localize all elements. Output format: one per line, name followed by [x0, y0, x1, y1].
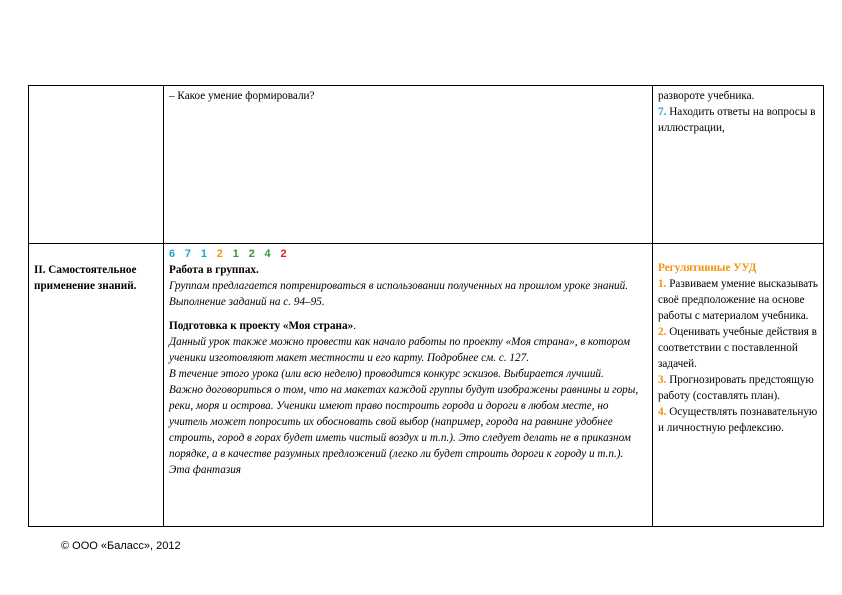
question-text: – Какое умение формировали? — [169, 90, 315, 102]
project-heading-dot: . — [353, 320, 356, 332]
uud-item-number: 4. — [658, 406, 667, 418]
project-heading-text: Подготовка к проекту «Моя страна» — [169, 320, 354, 332]
number-4: 1 — [232, 248, 239, 260]
number-5: 2 — [248, 248, 255, 260]
number-3: 2 — [216, 248, 223, 260]
stage-cell — [29, 86, 164, 244]
table-row — [29, 244, 824, 527]
stage-title: II. Самостоятельное применение знаний. — [34, 264, 137, 292]
uud-item — [658, 404, 818, 436]
number-7: 2 — [280, 248, 287, 260]
uud-cell — [653, 86, 824, 244]
number-2: 1 — [200, 248, 207, 260]
uud-item — [658, 372, 818, 404]
uud-item-text: Осуществлять познавательную и личностную рефлексию. — [658, 406, 818, 434]
color-number-row — [169, 246, 647, 262]
table-row — [29, 86, 824, 244]
uud-item — [658, 276, 818, 324]
group-work-heading: Работа в группах. — [169, 264, 259, 276]
uud-item-text: Развиваем умение высказывать своё предположение на основе работы с материалом учебника. — [658, 278, 818, 322]
project-paragraph-2: В течение этого урока (или всю неделю) проводится конкурс эскизов. Выбирается лучший. — [169, 368, 604, 380]
uud-item-number: 3. — [658, 374, 667, 386]
uud-item-text: Оценивать учебные действия в соответствии с поставленной задачей. — [658, 326, 817, 370]
footer-copyright: © ООО «Баласс», 2012 — [61, 540, 181, 552]
uud-item-number: 1. — [658, 278, 667, 290]
uud-item-number: 2. — [658, 326, 667, 338]
uud-item — [658, 324, 818, 372]
uud-cell — [653, 244, 824, 527]
project-heading — [169, 318, 647, 334]
number-6: 4 — [264, 248, 271, 260]
uud-item-text: Прогнозировать предстоящую работу (составлять план). — [658, 374, 814, 402]
project-paragraph-3: Важно договориться о том, что на макетах каждой группы будут изображены равнины и горы, реки, моря и острова. Ученики имеют право построить города и дороги в любом месте, но учитель может попросить их обосновать свой выбор (например, города на равнине удобнее строить, город в горах будет иметь чистый воздух и т.п.). Это следует делать не в приказном порядке, а в качестве разумных предложений (легко ли будет строить дороги к городу и т.п.). Эта фантазия — [169, 384, 639, 476]
uud-text: развороте учебника. — [658, 90, 755, 102]
uud-item — [658, 104, 818, 136]
uud-item-text: Находить ответы на вопросы в иллюстрации, — [658, 106, 816, 134]
project-paragraph-1: Данный урок также можно провести как начало работы по проекту «Моя страна», в котором ученики изготовляют макет местности и его карту. Подробнее см. с. 127. — [169, 336, 630, 364]
lesson-table — [28, 85, 824, 527]
group-work-text: Группам предлагается потренироваться в использовании полученных на прошлом уроке знаний. Выполнение заданий на с. 94–95. — [169, 280, 629, 308]
number-0: 6 — [169, 248, 176, 260]
uud-heading: Регулятивные УУД — [658, 262, 757, 274]
number-1: 7 — [184, 248, 192, 260]
uud-item-number: 7. — [658, 106, 667, 118]
activity-cell — [164, 86, 653, 244]
activity-cell — [164, 244, 653, 527]
stage-cell — [29, 244, 164, 527]
